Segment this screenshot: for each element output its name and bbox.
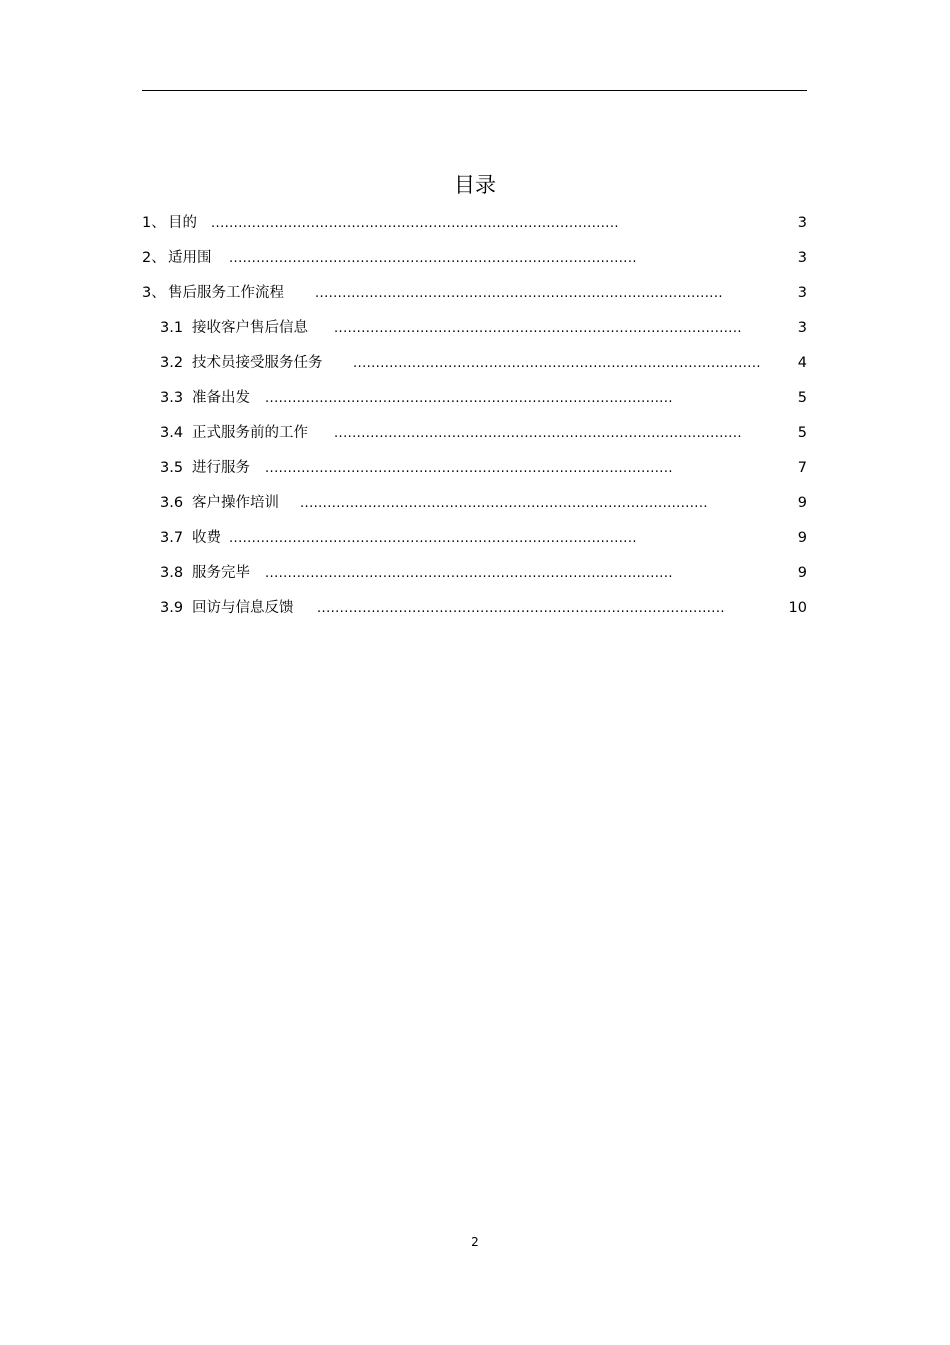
toc-entry-number: 3.1	[160, 320, 184, 336]
toc-entry-page: 9	[797, 530, 807, 546]
toc-title: 目录	[454, 173, 496, 197]
dot-leader: ..........................................................................................	[300, 496, 708, 511]
toc-entry-label: 服务完毕	[192, 565, 250, 581]
toc-entry-page: 3	[797, 285, 807, 301]
toc-entry-label: 技术员接受服务任务	[192, 355, 323, 371]
toc-entry-3-2[interactable]	[142, 346, 807, 381]
toc-entry-scope[interactable]	[142, 241, 807, 276]
toc-entry-number: 3.6	[160, 495, 184, 511]
toc-entry-number: 3.5	[160, 460, 184, 476]
toc-entry-page: 5	[797, 425, 807, 441]
dot-leader: ..........................................................................................	[353, 356, 761, 371]
toc-entry-purpose[interactable]	[142, 206, 807, 241]
toc-entry-label: 售后服务工作流程	[168, 285, 284, 301]
dot-leader: ..........................................................................................	[211, 216, 619, 231]
toc-entry-number: 1、	[142, 215, 166, 231]
dot-leader: ..........................................................................................	[334, 426, 742, 441]
toc-entry-page: 4	[797, 355, 807, 371]
dot-leader: ..........................................................................................	[334, 321, 742, 336]
toc-entry-page: 3	[797, 320, 807, 336]
toc-entry-3-7[interactable]	[142, 521, 807, 556]
toc-entry-3-9[interactable]	[142, 591, 807, 626]
toc-entry-page: 3	[797, 215, 807, 231]
dot-leader: ..........................................................................................	[229, 531, 637, 546]
toc-entry-page: 3	[797, 250, 807, 266]
toc-entry-label: 正式服务前的工作	[192, 425, 308, 441]
dot-leader: ..........................................................................................	[317, 601, 725, 616]
toc-entry-number: 3.2	[160, 355, 184, 371]
toc-entry-page: 10	[788, 600, 807, 616]
toc-entry-number: 3.9	[160, 600, 184, 616]
toc-entry-number: 2、	[142, 250, 166, 266]
toc-entry-3-3[interactable]	[142, 381, 807, 416]
toc-entry-3-5[interactable]	[142, 451, 807, 486]
dot-leader: ..........................................................................................	[315, 286, 723, 301]
toc-entry-number: 3.8	[160, 565, 184, 581]
dot-leader: ..........................................................................................	[265, 566, 673, 581]
toc-entry-3-6[interactable]	[142, 486, 807, 521]
toc-entry-label: 回访与信息反馈	[192, 600, 294, 616]
toc-entry-label: 收费	[192, 530, 221, 546]
toc-entry-number: 3.4	[160, 425, 184, 441]
dot-leader: ..........................................................................................	[265, 461, 673, 476]
toc-entry-label: 准备出发	[192, 390, 250, 406]
toc-entry-process[interactable]	[142, 276, 807, 311]
dot-leader: ..........................................................................................	[229, 251, 637, 266]
toc-entry-page: 5	[797, 390, 807, 406]
toc-entry-page: 9	[797, 565, 807, 581]
toc-entry-3-1[interactable]	[142, 311, 807, 346]
page-number: 2	[471, 1235, 479, 1249]
toc-entry-number: 3、	[142, 285, 166, 301]
toc-entry-page: 9	[797, 495, 807, 511]
toc-entry-label: 进行服务	[192, 460, 250, 476]
toc-entry-label: 目的	[168, 215, 197, 231]
toc-entry-number: 3.7	[160, 530, 184, 546]
toc-entry-label: 接收客户售后信息	[192, 320, 308, 336]
toc-entry-3-4[interactable]	[142, 416, 807, 451]
dot-leader: ..........................................................................................	[265, 391, 673, 406]
table-of-contents	[142, 206, 807, 626]
header-rule	[142, 90, 807, 91]
toc-entry-label: 客户操作培训	[192, 495, 279, 511]
toc-entry-page: 7	[797, 460, 807, 476]
toc-entry-label: 适用围	[168, 250, 212, 266]
toc-entry-number: 3.3	[160, 390, 184, 406]
toc-entry-3-8[interactable]	[142, 556, 807, 591]
